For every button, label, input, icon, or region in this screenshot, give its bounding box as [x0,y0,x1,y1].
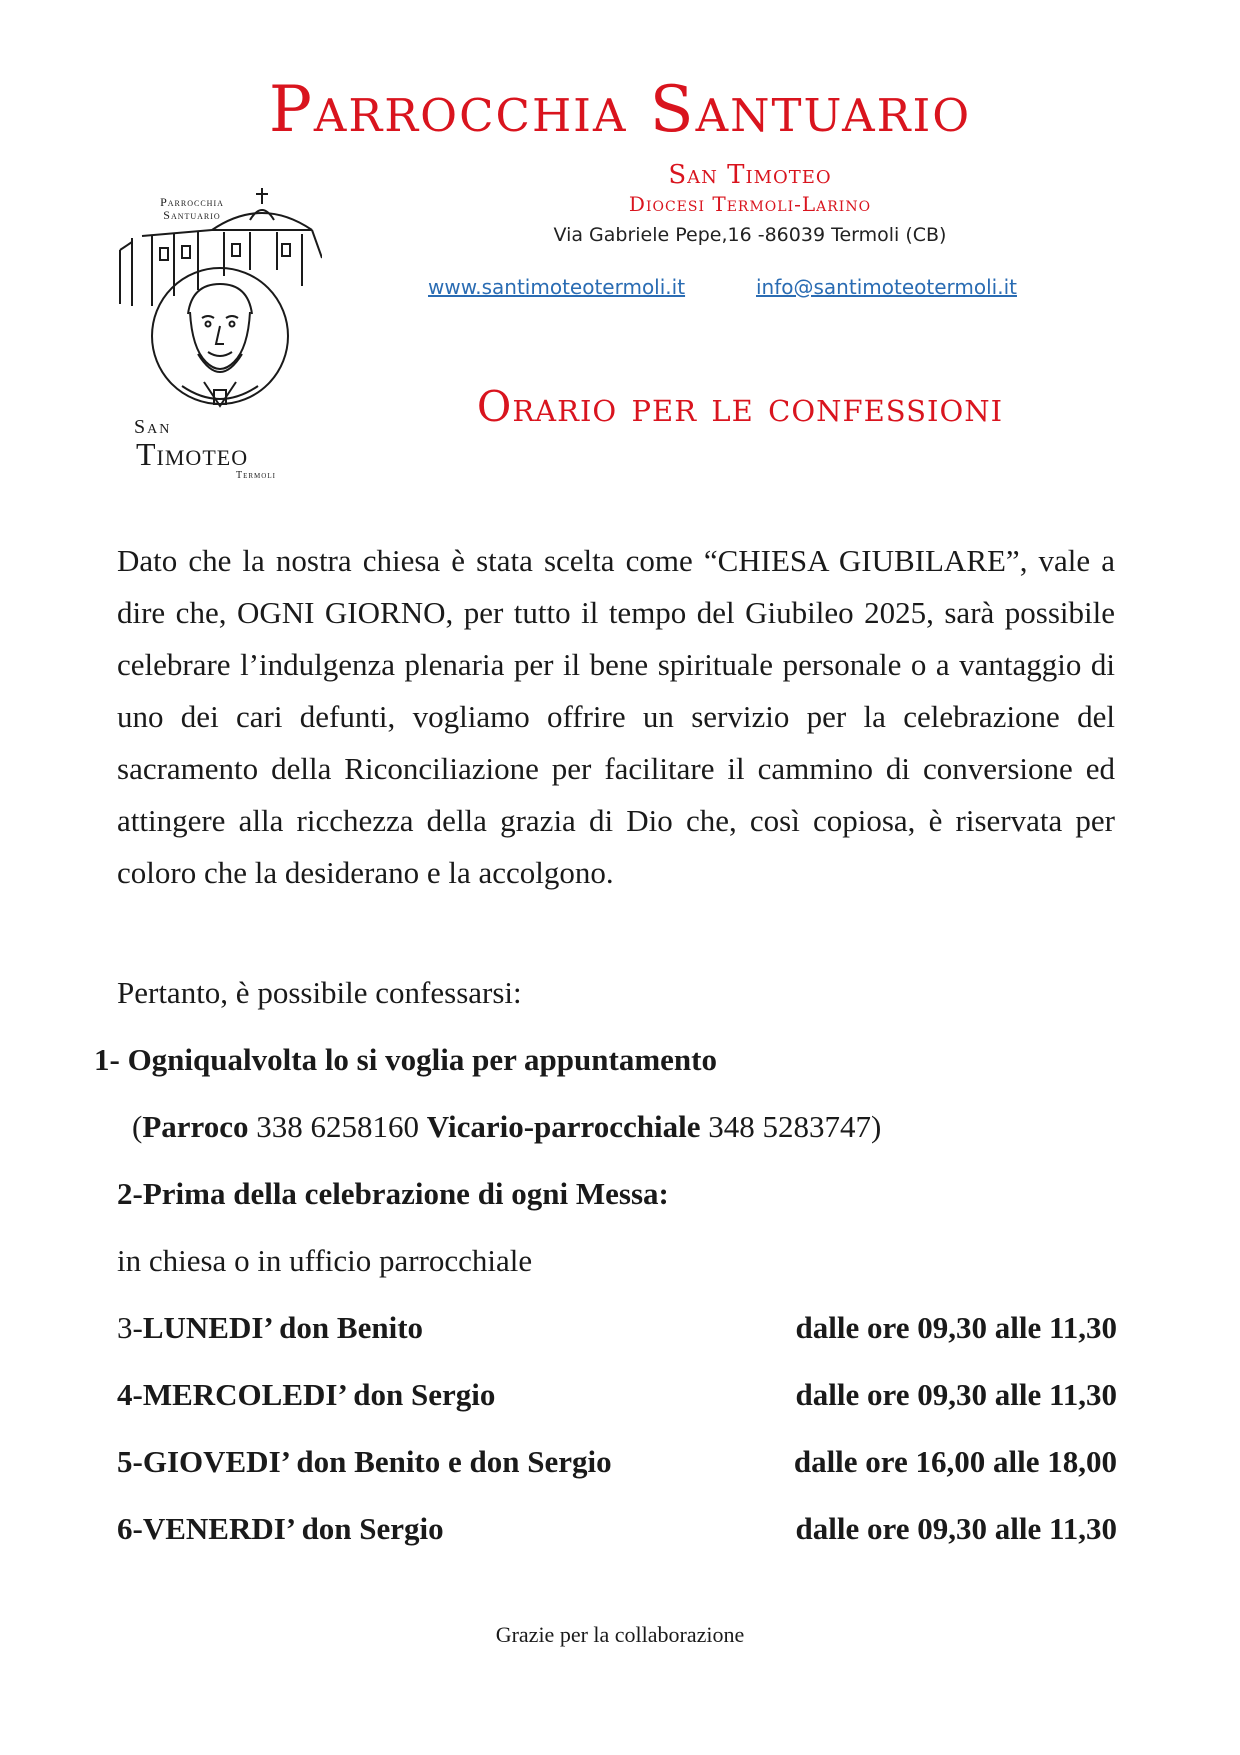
intro-paragraph: Dato che la nostra chiesa è stata scelta come “CHIESA GIUBILARE”, vale a dire che, OGNI GIORNO, per tutto il tempo del Giubileo 2025, sarà possibile celebrare l’indulgenza plenaria per il bene spirituale personale o a vantaggio di uno dei cari defunti, vogliamo offrire un servizio per la celebrazione del sacramento della Riconciliazione per facilitare il cammino di conversione ed attingere alla ricchezza della grazia di Dio che, così copiosa, è riservata per coloro che la desiderano e la accolgono. [117,543,1115,890]
schedule-day: LUNEDI’ don Benito [142,1310,424,1345]
parroco-phone: 338 6258160 [248,1109,427,1144]
open-paren: ( [132,1109,143,1144]
logo-san-text: San [134,416,172,438]
schedule-row-friday [117,1511,444,1547]
page-heading: Orario per le confessioni [476,382,1004,431]
item-1-contacts [132,1109,881,1145]
item-2-note: in chiesa o in ufficio parrocchiale [117,1243,533,1278]
parroco-label: Parroco [142,1109,249,1144]
schedule-row-monday [117,1310,423,1346]
logo-top-line-2: Santuario [163,208,221,222]
item-1-title: 1- Ogniqualvolta lo si voglia per appuntamento [94,1042,717,1077]
email-link[interactable]: info@santimoteotermoli.it [756,275,1017,299]
pertanto-text: Pertanto, è possibile confessarsi: [117,975,522,1010]
diocese-name: Diocesi Termoli-Larino [628,192,872,216]
parish-title: Parrocchia Santuario [268,73,972,147]
logo-top-line-1: Parrocchia [160,195,224,209]
schedule-row-thursday [117,1444,612,1480]
schedule-num: 4- [117,1377,143,1412]
schedule-day: VENERDI’ don Sergio [142,1511,444,1546]
vicario-phone: 348 5283747) [700,1109,882,1144]
schedule-num: 3- [117,1310,143,1345]
website-link[interactable]: www.santimoteotermoli.it [428,275,686,299]
schedule-num: 5- [117,1444,143,1479]
parish-address: Via Gabriele Pepe,16 -86039 Termoli (CB) [553,224,947,246]
schedule-day: MERCOLEDI’ don Sergio [142,1377,496,1412]
schedule-num: 6- [117,1511,143,1546]
schedule-row-wednesday [117,1377,495,1413]
footer-thanks: Grazie per la collaborazione [495,1622,745,1647]
item-2-title: 2-Prima della celebrazione di ogni Messa: [117,1176,669,1211]
schedule-time-monday: dalle ore 09,30 alle 11,30 [795,1310,1117,1345]
schedule-time-wednesday: dalle ore 09,30 alle 11,30 [795,1377,1117,1412]
schedule-time-friday: dalle ore 09,30 alle 11,30 [795,1511,1117,1546]
vicario-label: Vicario-parrocchiale [426,1109,701,1144]
parish-subtitle: San Timoteo [668,160,832,190]
logo-name-text: Timoteo [136,436,249,472]
logo-top-text [130,196,254,222]
logo-city-text: Termoli [236,470,276,481]
schedule-time-thursday: dalle ore 16,00 alle 18,00 [793,1444,1117,1479]
schedule-day: GIOVEDI’ don Benito e don Sergio [142,1444,612,1479]
